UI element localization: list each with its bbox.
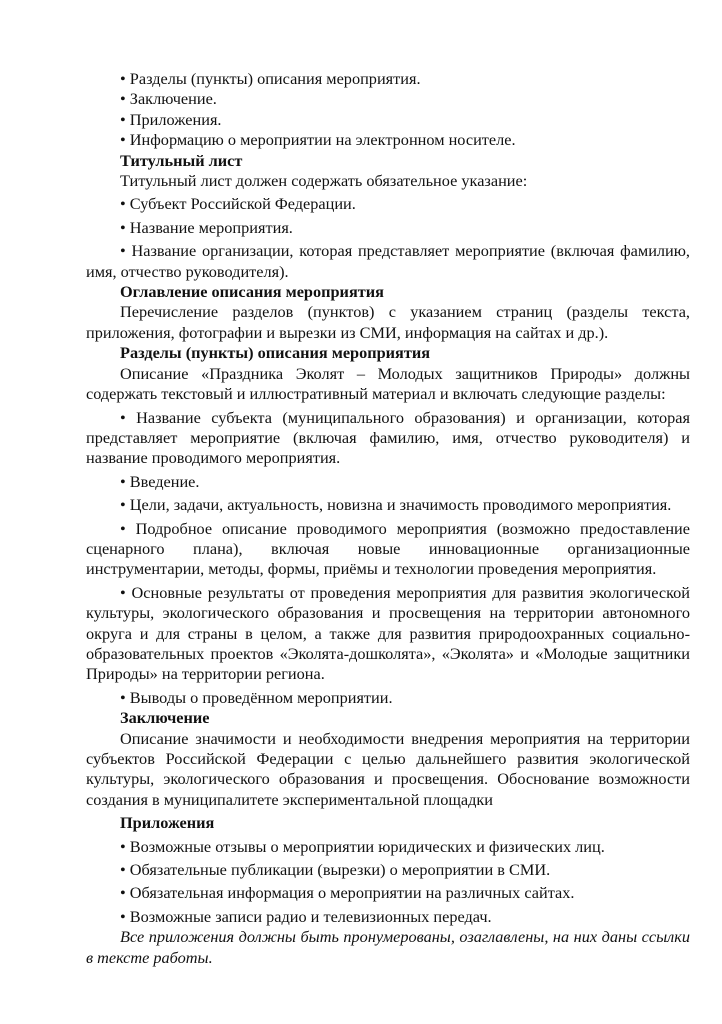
paragraph: Описание значимости и необходимости внедрения мероприятия на территории субъектов Российской Федерации с целью дальнейшего развития экологической культуры, экологического образования и просвещения. Обоснование возможности создания в муниципалитете экспериментальной площадки [86, 728, 690, 809]
list-item: • Выводы о проведённом мероприятии. [86, 688, 690, 708]
document-body [86, 69, 690, 968]
list-item: • Название субъекта (муниципального образования) и организации, которая представляет мероприятие (включая фамилию, имя, отчество руководителя) и название проводимого мероприятия. [86, 408, 690, 469]
list-item: • Обязательные публикации (вырезки) о мероприятии в СМИ. [86, 860, 690, 880]
list-item: • Информацию о мероприятии на электронном носителе. [86, 130, 690, 150]
section-heading-sections: Разделы (пункты) описания мероприятия [120, 343, 431, 363]
list-item: • Возможные записи радио и телевизионных передач. [86, 907, 690, 927]
paragraph: Перечисление разделов (пунктов) с указанием страниц (разделы текста, приложения, фотографии и вырезки из СМИ, информация на сайтах и др.). [86, 302, 690, 342]
list-item: • Разделы (пункты) описания мероприятия. [86, 69, 690, 89]
list-item: • Введение. [86, 472, 690, 492]
list-item: • Название мероприятия. [86, 218, 690, 238]
list-item: • Название организации, которая представляет мероприятие (включая фамилию, имя, отчество руководителя). [86, 241, 690, 282]
list-item: • Цели, задачи, актуальность, новизна и значимость проводимого мероприятия. [86, 495, 690, 515]
paragraph: Титульный лист должен содержать обязательное указание: [120, 171, 528, 191]
list-item: • Приложения. [86, 110, 690, 130]
appendix-note: Все приложения должны быть пронумерованы, озаглавлены, на них даны ссылки в тексте работы. [86, 927, 690, 967]
paragraph: Описание «Праздника Эколят – Молодых защитников Природы» должны содержать текстовый и иллюстративный материал и включать следующие разделы: [86, 363, 690, 404]
list-item: • Обязательная информация о мероприятии на различных сайтах. [86, 883, 690, 903]
list-item: • Субъект Российской Федерации. [86, 194, 690, 214]
section-heading-conclusion: Заключение [120, 708, 210, 728]
list-item: • Возможные отзывы о мероприятии юридических и физических лиц. [86, 837, 690, 857]
section-heading-appendix: Приложения [120, 813, 215, 833]
section-heading-title-page: Титульный лист [120, 150, 243, 170]
list-item: • Подробное описание проводимого мероприятия (возможно предоставление сценарного плана), включая новые инновационные организационные инструментарии, методы, формы, приёмы и технологии проведения мероприятия. [86, 519, 690, 580]
section-heading-toc: Оглавление описания мероприятия [120, 282, 384, 302]
list-item: • Основные результаты от проведения мероприятия для развития экологической культуры, экологического образования и просвещения на территории автономного округа и для страны в целом, а также для развития природоохранных социально-образовательных проектов «Эколята-дошколята», «Эколята» и «Молодые защитники Природы» на территории региона. [86, 583, 690, 685]
list-item: • Заключение. [86, 89, 690, 109]
